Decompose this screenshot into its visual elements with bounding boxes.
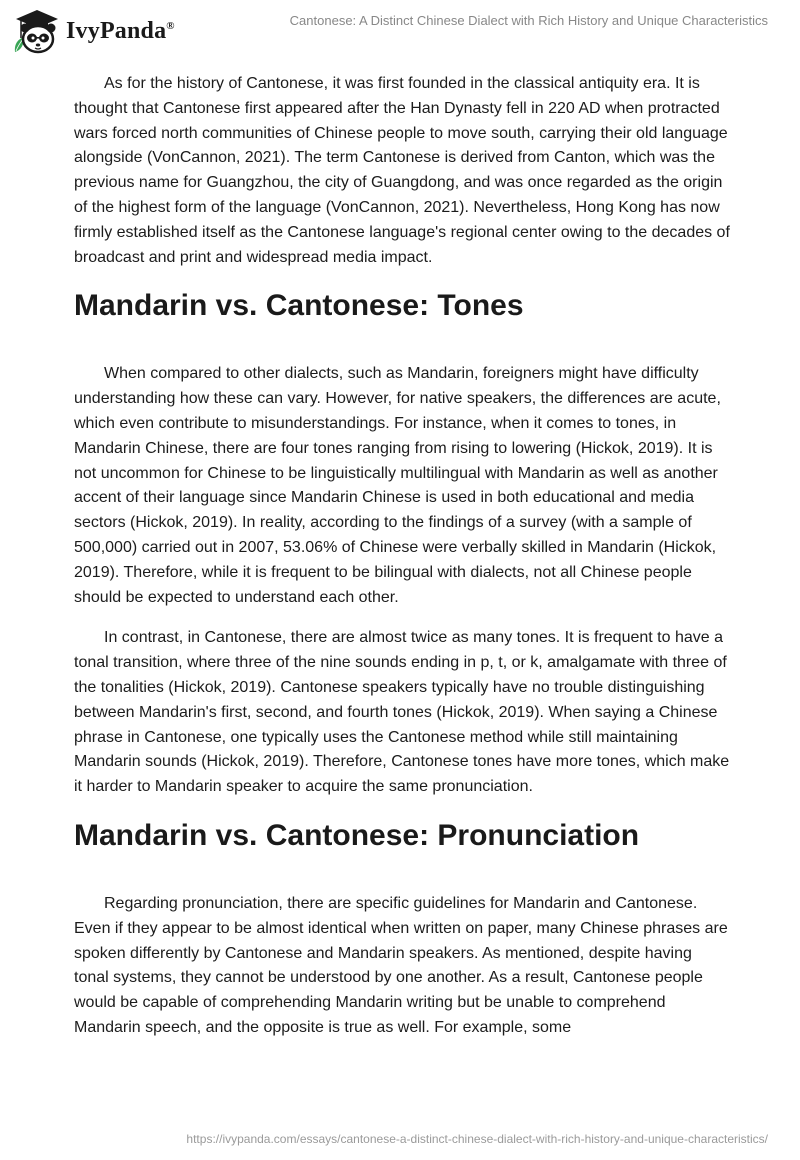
page-header	[0, 0, 800, 60]
intro-paragraph: As for the history of Cantonese, it was first founded in the classical antiquity era. It is thought that Cantonese first appeared after the Han Dynasty fell in 220 AD when protracted wars forced north communities of Chinese people to move south, carrying their old language alongside (VonCannon, 2021). The term Cantonese is derived from Canton, which was the previous name for Guangzhou, the city of Guangdong, and was once regarded as the origin of the highest form of the language (VonCannon, 2021). Nevertheless, Hong Kong has now firmly established itself as the Cantonese language's regional center owing to the decades of broadcast and print and widespread media impact.	[74, 75, 730, 266]
panda-icon	[12, 8, 62, 54]
document-title: Cantonese: A Distinct Chinese Dialect with Rich History and Unique Characteristics	[289, 13, 768, 28]
source-url[interactable]: https://ivypanda.com/essays/cantonese-a-distinct-chinese-dialect-with-rich-history-and-unique-characteristics/	[186, 1132, 768, 1146]
essay-body	[74, 72, 730, 1057]
tones-heading: Mandarin vs. Cantonese: Tones	[74, 289, 524, 323]
brand-name: IvyPanda®	[66, 17, 175, 44]
pronunciation-heading: Mandarin vs. Cantonese: Pronunciation	[74, 818, 640, 852]
tones-paragraph-1: When compared to other dialects, such as Mandarin, foreigners might have difficulty understanding how these can vary. However, for native speakers, the differences are acute, which even contribute to misunderstandings. For instance, when it comes to tones, in Mandarin Chinese, there are four tones ranging from rising to lowering (Hickok, 2019). It is not uncommon for Chinese to be linguistically multilingual with Mandarin as well as another accent of their language since Mandarin Chinese is used in both educational and media sectors (Hickok, 2019). In reality, according to the findings of a survey (with a sample of 500,000) carried out in 2007, 53.06% of Chinese were verbally skilled in Mandarin (Hickok, 2019). Therefore, while it is frequent to be bilingual with dialects, not all Chinese people should be expected to understand each other.	[74, 365, 721, 606]
tones-paragraph-2: In contrast, in Cantonese, there are almost twice as many tones. It is frequent to have a tonal transition, where three of the nine sounds ending in p, t, or k, amalgamate with three of the tonalities (Hickok, 2019). Cantonese speakers typically have no trouble distinguishing between Mandarin's first, second, and fourth tones (Hickok, 2019). When saying a Chinese phrase in Cantonese, one typically uses the Cantonese method while still maintaining Mandarin sounds (Hickok, 2019). Therefore, Cantonese tones have more tones, which make it harder to Mandarin speaker to acquire the same pronunciation.	[74, 629, 730, 796]
ivypanda-logo[interactable]	[12, 8, 175, 54]
pronunciation-paragraph: Regarding pronunciation, there are specific guidelines for Mandarin and Cantonese. Even if they appear to be almost identical when written on paper, many Chinese phrases are spoken differently by Cantonese and Mandarin speakers. As mentioned, despite having tonal systems, they cannot be understood by one another. As a result, Cantonese people would be capable of comprehending Mandarin writing but be unable to comprehend Mandarin speech, and the opposite is true as well. For example, some	[74, 894, 728, 1036]
